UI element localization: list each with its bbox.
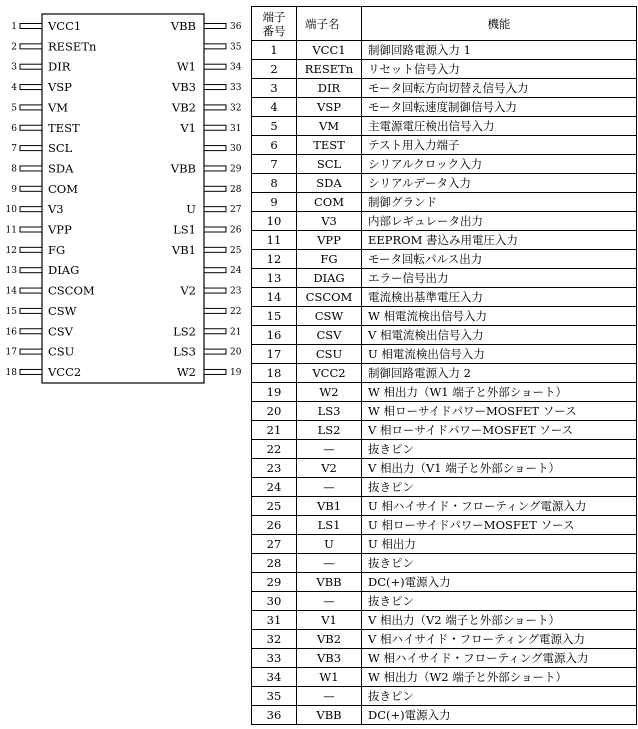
table-row	[252, 573, 637, 592]
pin-name-cell: VB3	[297, 649, 362, 668]
pin-signal-label: VB2	[171, 100, 196, 115]
pin-number-cell: 27	[252, 535, 297, 554]
pin-function-cell: V 相出力（V1 端子と外部ショート）	[362, 459, 637, 478]
table-row	[252, 250, 637, 269]
pin-lead	[20, 369, 42, 374]
pin-signal-label: SCL	[48, 141, 73, 156]
pin-number-cell: 8	[252, 174, 297, 193]
pin-number-label: 1	[11, 22, 17, 32]
pin-number-label: 25	[230, 245, 242, 256]
pin-lead	[20, 64, 42, 69]
pin-function-cell: 電流検出基準電圧入力	[362, 288, 637, 307]
pin-function-cell: モータ回転速度制御信号入力	[362, 98, 637, 117]
pin-name-cell: VCC2	[297, 364, 362, 383]
pin-number-label: 6	[11, 123, 17, 134]
pin-function-cell: 抜きピン	[362, 554, 637, 573]
pin-lead	[20, 247, 42, 252]
pin-lead	[204, 247, 226, 252]
pin-name-cell: LS2	[297, 421, 362, 440]
pin-number-label: 33	[230, 83, 242, 94]
pin-function-cell: W 相ハイサイド・フローティング電源入力	[362, 649, 637, 668]
pin-signal-label: TEST	[48, 120, 80, 135]
pin-function-table	[251, 6, 637, 725]
pin-signal-label: W1	[176, 59, 196, 74]
pin-function-cell: U 相ハイサイド・フローティング電源入力	[362, 497, 637, 516]
pin-lead	[20, 125, 42, 130]
pin-signal-label: FG	[48, 242, 66, 257]
pin-name-cell: VBB	[297, 706, 362, 725]
pin-lead	[204, 329, 226, 334]
pin-function-cell: V 相出力（V2 端子と外部ショート）	[362, 611, 637, 630]
pin-function-cell: U 相電流検出信号入力	[362, 345, 637, 364]
pin-number-label: 18	[5, 367, 17, 378]
pin-function-cell: U 相出力	[362, 535, 637, 554]
pin-name-cell: SDA	[297, 174, 362, 193]
pin-number-label: 32	[230, 103, 242, 114]
pin-name-cell: —	[297, 687, 362, 706]
pin-name-cell: VB2	[297, 630, 362, 649]
pin-function-cell: シリアルデータ入力	[362, 174, 637, 193]
table-row	[252, 231, 637, 250]
pin-signal-label: SDA	[48, 161, 74, 176]
pin-function-cell: V 相ハイサイド・フローティング電源入力	[362, 630, 637, 649]
table-row	[252, 611, 637, 630]
pin-signal-label: VCC1	[48, 19, 82, 33]
table-row	[252, 516, 637, 535]
table-row	[252, 98, 637, 117]
pin-signal-label: VSP	[48, 80, 72, 95]
pin-function-cell: 制御回路電源入力 1	[362, 41, 637, 60]
table-row	[252, 288, 637, 307]
pin-signal-label: VB1	[171, 242, 196, 257]
pin-number-cell: 32	[252, 630, 297, 649]
pin-lead	[20, 146, 42, 151]
pin-number-cell: 25	[252, 497, 297, 516]
pin-name-cell: DIAG	[297, 269, 362, 288]
pin-number-label: 2	[11, 42, 17, 53]
pin-signal-label: V2	[180, 283, 196, 298]
pin-number-label: 34	[230, 62, 242, 73]
pin-lead	[20, 166, 42, 171]
pin-number-label: 19	[230, 367, 242, 378]
pin-signal-label: VBB	[170, 19, 196, 33]
pin-name-cell: —	[297, 478, 362, 497]
pin-number-cell: 15	[252, 307, 297, 326]
header-pin-number-text: 端子 番号	[262, 9, 286, 38]
pin-number-label: 24	[230, 266, 242, 277]
table-row	[252, 269, 637, 288]
pin-function-cell: 制御グランド	[362, 193, 637, 212]
pin-number-cell: 7	[252, 155, 297, 174]
pin-name-cell: CSU	[297, 345, 362, 364]
pin-number-cell: 13	[252, 269, 297, 288]
pin-lead	[20, 329, 42, 334]
pin-number-cell: 11	[252, 231, 297, 250]
table-row	[252, 345, 637, 364]
pin-lead	[204, 166, 226, 171]
pin-name-cell: W2	[297, 383, 362, 402]
pin-function-cell: V 相ローサイドパワーMOSFET ソース	[362, 421, 637, 440]
pin-number-label: 26	[230, 225, 242, 236]
pin-number-label: 28	[230, 184, 242, 195]
table-row	[252, 155, 637, 174]
pin-lead	[20, 186, 42, 191]
table-row	[252, 136, 637, 155]
pin-name-cell: V3	[297, 212, 362, 231]
pin-number-label: 10	[5, 205, 17, 216]
pin-function-cell: V 相電流検出信号入力	[362, 326, 637, 345]
pin-lead	[204, 64, 226, 69]
pin-number-label: 30	[230, 144, 242, 155]
pin-number-label: 35	[230, 42, 242, 53]
pin-name-cell: —	[297, 554, 362, 573]
pin-number-label: 9	[11, 184, 17, 195]
table-row	[252, 326, 637, 345]
pin-name-cell: RESETn	[297, 60, 362, 79]
pin-name-cell: CSCOM	[297, 288, 362, 307]
pin-lead	[204, 85, 226, 90]
header-pin-number	[252, 7, 297, 41]
pin-name-cell: COM	[297, 193, 362, 212]
header-function: 機能	[362, 7, 637, 41]
pin-number-label: 3	[11, 62, 17, 73]
pin-function-cell: W 相電流検出信号入力	[362, 307, 637, 326]
pin-number-cell: 18	[252, 364, 297, 383]
pin-number-label: 36	[230, 22, 242, 32]
pin-name-cell: —	[297, 440, 362, 459]
pin-name-cell: U	[297, 535, 362, 554]
table-row	[252, 383, 637, 402]
pin-name-cell: FG	[297, 250, 362, 269]
pin-function-cell: 抜きピン	[362, 687, 637, 706]
pin-number-label: 11	[5, 225, 17, 236]
pin-name-cell: W1	[297, 668, 362, 687]
table-row	[252, 402, 637, 421]
pin-number-cell: 31	[252, 611, 297, 630]
pin-number-label: 15	[5, 306, 17, 317]
pin-number-label: 5	[11, 103, 17, 114]
pin-number-cell: 16	[252, 326, 297, 345]
pin-function-cell: U 相ローサイドパワーMOSFET ソース	[362, 516, 637, 535]
pin-function-cell: 抜きピン	[362, 440, 637, 459]
pin-function-cell: エラー信号出力	[362, 269, 637, 288]
pin-lead	[204, 146, 226, 151]
pin-lead	[20, 349, 42, 354]
pin-function-cell: DC(+)電源入力	[362, 706, 637, 725]
pin-number-label: 22	[230, 306, 242, 317]
table-row	[252, 440, 637, 459]
pin-number-cell: 23	[252, 459, 297, 478]
table-row	[252, 60, 637, 79]
pin-name-cell: V1	[297, 611, 362, 630]
table-row	[252, 117, 637, 136]
pin-number-label: 27	[230, 205, 242, 216]
pin-lead	[204, 308, 226, 313]
pin-lead	[20, 288, 42, 293]
pin-signal-label: LS1	[173, 222, 196, 237]
pin-number-cell: 22	[252, 440, 297, 459]
pin-number-label: 4	[11, 83, 17, 94]
pin-number-cell: 29	[252, 573, 297, 592]
pin-number-cell: 3	[252, 79, 297, 98]
pin-lead	[20, 44, 42, 49]
pin-signal-label: CSU	[48, 344, 75, 359]
pin-signal-label: COM	[48, 181, 79, 196]
pin-name-cell: VSP	[297, 98, 362, 117]
pin-name-cell: CSW	[297, 307, 362, 326]
pin-signal-label: VB3	[171, 80, 196, 95]
pin-name-cell: VCC1	[297, 41, 362, 60]
pin-lead	[204, 227, 226, 232]
table-row	[252, 79, 637, 98]
pin-lead	[204, 268, 226, 273]
pin-name-cell: TEST	[297, 136, 362, 155]
table-row	[252, 212, 637, 231]
pin-lead	[204, 24, 226, 29]
table-row	[252, 535, 637, 554]
pin-number-cell: 9	[252, 193, 297, 212]
table-row	[252, 364, 637, 383]
table-row	[252, 174, 637, 193]
header-pin-name: 端子名	[297, 7, 362, 41]
pin-number-cell: 26	[252, 516, 297, 535]
pin-function-cell: テスト用入力端子	[362, 136, 637, 155]
table-row	[252, 592, 637, 611]
pin-lead	[204, 186, 226, 191]
pin-number-cell: 14	[252, 288, 297, 307]
pin-number-label: 29	[230, 164, 242, 175]
pin-signal-label: V1	[180, 120, 196, 135]
pin-number-label: 13	[5, 266, 17, 277]
pin-number-cell: 10	[252, 212, 297, 231]
pin-number-cell: 17	[252, 345, 297, 364]
pin-signal-label: U	[186, 202, 196, 217]
pin-lead	[204, 369, 226, 374]
pin-signal-label: VPP	[48, 222, 72, 237]
pin-signal-label: VCC2	[48, 364, 82, 379]
pin-number-label: 12	[5, 245, 17, 256]
table-row	[252, 630, 637, 649]
pin-number-cell: 1	[252, 41, 297, 60]
pin-function-cell: DC(+)電源入力	[362, 573, 637, 592]
pin-number-cell: 24	[252, 478, 297, 497]
pin-lead	[204, 207, 226, 212]
pin-number-label: 16	[5, 327, 17, 338]
pin-number-label: 23	[230, 286, 242, 297]
pin-number-cell: 5	[252, 117, 297, 136]
pin-signal-label: LS2	[173, 324, 196, 339]
table-row	[252, 421, 637, 440]
pin-number-cell: 34	[252, 668, 297, 687]
pin-signal-label: LS3	[173, 344, 196, 359]
pin-number-label: 14	[5, 286, 17, 297]
pin-number-cell: 33	[252, 649, 297, 668]
table-row	[252, 554, 637, 573]
pin-number-cell: 30	[252, 592, 297, 611]
pin-function-cell: W 相ローサイドパワーMOSFET ソース	[362, 402, 637, 421]
pin-name-cell: VM	[297, 117, 362, 136]
pin-name-cell: VBB	[297, 573, 362, 592]
pin-number-cell: 20	[252, 402, 297, 421]
ic-pinout-diagram	[0, 0, 248, 390]
pin-number-label: 20	[230, 347, 242, 358]
pin-number-label: 31	[230, 123, 242, 134]
pin-lead	[20, 268, 42, 273]
pin-name-cell: VPP	[297, 231, 362, 250]
pin-number-cell: 6	[252, 136, 297, 155]
pin-number-label: 21	[230, 327, 242, 338]
pin-lead	[204, 105, 226, 110]
pin-number-label: 8	[11, 164, 17, 175]
pin-signal-label: V3	[48, 202, 64, 217]
pin-name-cell: LS3	[297, 402, 362, 421]
pin-function-cell: モータ回転パルス出力	[362, 250, 637, 269]
pin-signal-label: W2	[176, 364, 196, 379]
pin-lead	[204, 349, 226, 354]
pin-lead	[20, 227, 42, 232]
pin-number-cell: 35	[252, 687, 297, 706]
pin-function-cell: 主電源電圧検出信号入力	[362, 117, 637, 136]
pin-number-cell: 28	[252, 554, 297, 573]
pin-number-cell: 4	[252, 98, 297, 117]
pin-lead	[20, 308, 42, 313]
table-row	[252, 649, 637, 668]
table-row	[252, 687, 637, 706]
pin-number-cell: 2	[252, 60, 297, 79]
pin-lead	[204, 288, 226, 293]
pin-number-cell: 19	[252, 383, 297, 402]
pin-number-cell: 12	[252, 250, 297, 269]
pin-lead	[204, 44, 226, 49]
pin-number-cell: 36	[252, 706, 297, 725]
pin-lead	[20, 207, 42, 212]
pin-name-cell: SCL	[297, 155, 362, 174]
pin-signal-label: RESETn	[48, 39, 97, 54]
pin-signal-label: CSV	[48, 324, 73, 339]
pin-lead	[204, 125, 226, 130]
pin-name-cell: VB1	[297, 497, 362, 516]
pin-name-cell: CSV	[297, 326, 362, 345]
pin-lead	[20, 24, 42, 29]
pin-number-label: 7	[11, 144, 17, 155]
pin-name-cell: —	[297, 592, 362, 611]
table-row	[252, 706, 637, 725]
pin-function-cell: モータ回転方向切替え信号入力	[362, 79, 637, 98]
pin-function-cell: 内部レギュレータ出力	[362, 212, 637, 231]
pin-lead	[20, 85, 42, 90]
pin-signal-label: DIAG	[48, 263, 80, 278]
table-row	[252, 307, 637, 326]
pin-function-cell: リセット信号入力	[362, 60, 637, 79]
table-row	[252, 478, 637, 497]
table-header-row	[252, 7, 637, 41]
pin-number-label: 17	[5, 347, 17, 358]
pin-name-cell: V2	[297, 459, 362, 478]
table-row	[252, 668, 637, 687]
pin-function-cell: EEPROM 書込み用電圧入力	[362, 231, 637, 250]
pin-signal-label: CSCOM	[48, 283, 95, 298]
pin-function-cell: W 相出力（W1 端子と外部ショート）	[362, 383, 637, 402]
pin-number-cell: 21	[252, 421, 297, 440]
pin-signal-label: DIR	[48, 59, 71, 74]
pin-function-cell: 抜きピン	[362, 478, 637, 497]
pin-function-cell: シリアルクロック入力	[362, 155, 637, 174]
table-row	[252, 459, 637, 478]
pin-name-cell: LS1	[297, 516, 362, 535]
pin-name-cell: DIR	[297, 79, 362, 98]
pin-signal-label: VM	[48, 100, 69, 115]
table-row	[252, 41, 637, 60]
pin-function-cell: W 相出力（W2 端子と外部ショート）	[362, 668, 637, 687]
pin-function-cell: 制御回路電源入力 2	[362, 364, 637, 383]
table-row	[252, 497, 637, 516]
pin-signal-label: CSW	[48, 303, 77, 318]
table-row	[252, 193, 637, 212]
pin-signal-label: VBB	[170, 161, 196, 176]
pin-lead	[20, 105, 42, 110]
pin-function-cell: 抜きピン	[362, 592, 637, 611]
